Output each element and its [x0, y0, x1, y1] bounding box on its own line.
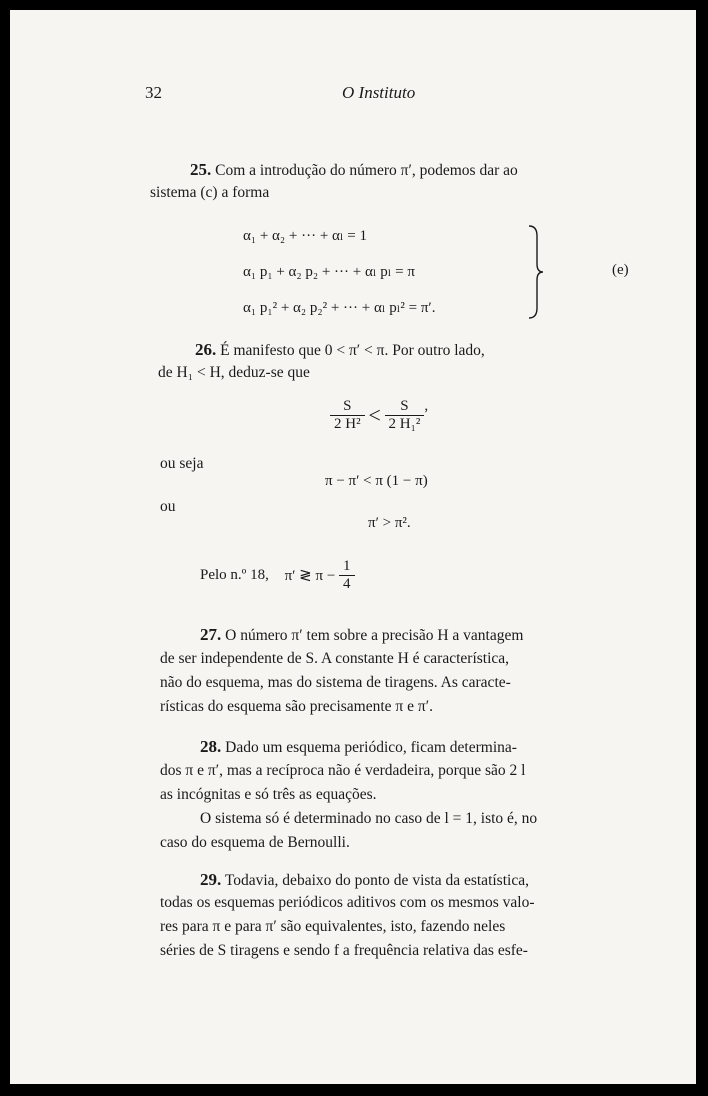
section-27-line-2: de ser independente de S. A constante H é característica, — [160, 650, 510, 667]
inequality-2: π′ > π². — [368, 515, 411, 531]
fraction-1: $\frac{S}{\text{2 H²}}$ — [330, 398, 365, 433]
section-29-line-2: todas os esquemas periódicos aditivos com os mesmos valo- — [160, 894, 535, 911]
section-26-line-2: de H₁ < H, deduz-se que — [158, 364, 310, 381]
ou-label: ou — [160, 498, 176, 515]
section-27-line-4: rísticas do esquema são precisamente π e π′. — [160, 698, 433, 715]
system-label: (e) — [612, 262, 629, 278]
system-brace — [525, 222, 547, 322]
section-28-line-3: as incógnitas e só três as equações. — [160, 786, 377, 803]
section-27-line-3: não do esquema, mas do sistema de tiragens. As caracte- — [160, 674, 511, 691]
section-26-line-1: 26. É manifesto que 0 < π′ < π. Por outro lado, — [195, 340, 485, 359]
section-25-line-1: 25. Com a introdução do número π′, podemos dar ao — [190, 160, 518, 179]
section-25-number: 25. — [190, 160, 212, 179]
fraction-2: $\frac{S}{\text{2 H₁²}}$ — [385, 398, 425, 433]
system-row-3: α₁ p₁² + α₂ p₂² + ··· + αₗ pₗ² = π′. — [243, 300, 436, 316]
ou-seja-label: ou seja — [160, 455, 204, 472]
section-26-number: 26. — [195, 340, 217, 359]
section-29-number: 29. — [200, 870, 222, 889]
section-28-line-1: 28. Dado um esquema periódico, ficam determina- — [200, 737, 517, 756]
system-row-1: α₁ + α₂ + ··· + αₗ = 1 — [243, 228, 367, 244]
inequality-1: π − π′ < π (1 − π) — [325, 473, 428, 489]
section-27-line-1: 27. O número π′ tem sobre a precisão H a vantagem — [200, 625, 524, 644]
pelo-line: Pelo n.º 18, π′ ≷ π − $\frac{1}{4}$ — [200, 558, 355, 593]
section-28-line-4: O sistema só é determinado no caso de l = 1, isto é, no — [200, 810, 538, 827]
fraction-3: $\frac{1}{4}$ — [339, 558, 355, 593]
page-number: 32 — [145, 83, 162, 102]
running-title: O Instituto — [342, 83, 416, 102]
section-29-line-4: séries de S tiragens e sendo f a frequência relativa das esfe- — [160, 942, 528, 959]
section-28-line-5: caso do esquema de Bernoulli. — [160, 834, 350, 851]
section-29-line-1: 29. Todavia, debaixo do ponto de vista da estatística, — [200, 870, 529, 889]
section-28-number: 28. — [200, 737, 222, 756]
section-29-line-3: res para π e para π′ são equivalentes, isto, fazendo neles — [160, 918, 506, 935]
section-27-number: 27. — [200, 625, 222, 644]
system-row-2: α₁ p₁ + α₂ p₂ + ··· + αₗ pₗ = π — [243, 264, 415, 280]
section-28-line-2: dos π e π′, mas a recíproca não é verdadeira, porque são 2 l — [160, 762, 526, 779]
section-25-line-2: sistema (c) a forma — [150, 184, 270, 201]
fraction-inequality: $\frac{S}{\text{2 H²}}$ < $\frac{S}{\text{2 H₁²}}$ , — [330, 398, 428, 433]
